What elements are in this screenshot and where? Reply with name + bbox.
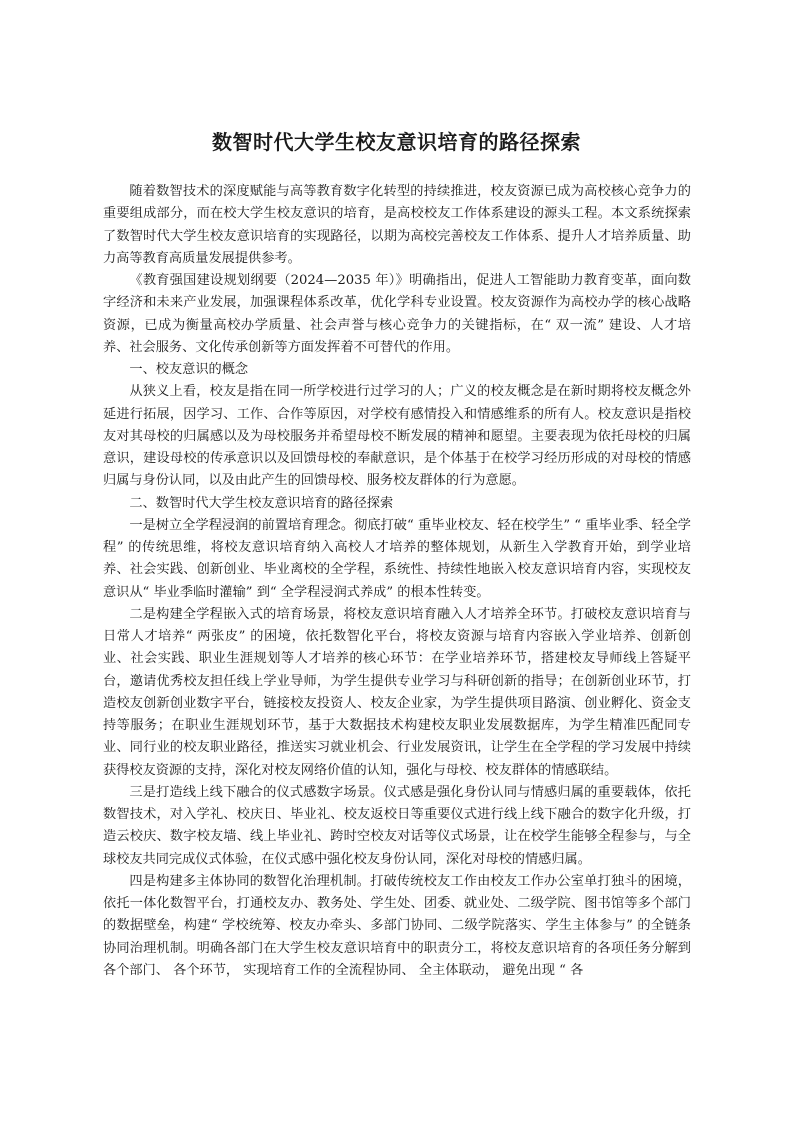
path-paragraph-4: 四是构建多主体协同的数智化治理机制。打破传统校友工作由校友工作办公室单打独斗的困境，依托一体化数智平台，打通校友办、教务处、学生处、团委、就业处、二级学院、图书馆等多个部门的数据壁垒，构建“ 学校统筹、校友办牵头、多部门协同、二级学院落实、学生主体参与” 的全链条协同治理机制。明确各部门在大学生校友意识培育中的职责分工，将校友意识培育的各项任务分解到各个部门、 各个环节， 实现培育工作的全流程协同、 全主体联动， 避免出现 “ 各 <box>103 873 691 978</box>
section-1-paragraph: 从狭义上看，校友是指在同一所学校进行过学习的人；广义的校友概念是在新时期将校友概念外延进行拓展，因学习、工作、合作等原因，对学校有感情投入和情感维系的所有人。校友意识是指校友对其母校的归属感以及为母校服务并希望母校不断发展的精神和愿望。主要表现为依托母校的归属意识，建设母校的传承意识以及回馈母校的奉献意识，是个体基于在校学习经历形成的对母校的情感归属与身份认同，以及由此产生的回馈母校、服务校友群体的行为意愿。 <box>103 384 691 489</box>
path-paragraph-3: 三是打造线上线下融合的仪式感数字场景。仪式感是强化身份认同与情感归属的重要载体，依托数智技术，对入学礼、校庆日、毕业礼、校友返校日等重要仪式进行线上线下融合的数字化升级，打造云校庆、数字校友墙、线上毕业礼、跨时空校友对话等仪式场景，让在校学生能够全程参与，与全球校友共同完成仪式体验，在仪式感中强化校友身份认同，深化对母校的情感归属。 <box>103 784 691 867</box>
section-heading-2: 二、数智时代大学生校友意识培育的路径探索 <box>129 495 394 511</box>
document-title: 数智时代大学生校友意识培育的路径探索 <box>212 130 581 155</box>
section-heading-1: 一、校友意识的概念 <box>129 362 249 377</box>
document-body <box>103 181 691 982</box>
intro-paragraph-2: 《教育强国建设规划纲要（2024—2035 年）》明确指出，促进人工智能助力教育变革，面向数字经济和未来产业发展，加强课程体系改革，优化学科专业设置。校友资源作为高校办学的核心战略资源，已成为衡量高校办学质量、社会声誉与核心竞争力的关键指标，在“ 双一流” 建设、人才培养、社会服务、文化传承创新等方面发挥着不可替代的作用。 <box>103 273 691 355</box>
path-paragraph-2: 二是构建全学程嵌入式的培育场景，将校友意识培育融入人才培养全环节。打破校友意识培育与日常人才培养“ 两张皮” 的困境，依托数智化平台，将校友资源与培育内容嵌入学业培养、创新创业、社会实践、职业生涯规划等人才培养的核心环节：在学业培养环节，搭建校友导师线上答疑平台，邀请优秀校友担任线上学业导师，为学生提供专业学习与科研创新的指导；在创新创业环节，打造校友创新创业数字平台，链接校友投资人、校友企业家，为学生提供项目路演、创业孵化、资金支持等服务；在职业生涯规划环节，基于大数据技术构建校友职业发展数据库，为学生精准匹配同专业、同行业的校友职业路径，推送实习就业机会、行业发展资讯，让学生在全学程的学习发展中持续获得校友资源的支持，深化对校友网络价值的认知，强化与母校、校友群体的情感联结。 <box>103 606 691 778</box>
path-paragraph-1: 一是树立全学程浸润的前置培育理念。彻底打破“ 重毕业校友、轻在校学生” “ 重毕业季、轻全学程” 的传统思维，将校友意识培育纳入高校人才培养的整体规划，从新生入学教育开始，到学业培养、社会实践、创新创业、毕业离校的全学程，系统性、持续性地嵌入校友意识培育内容，实现校友意识从“ 毕业季临时灌输” 到“ 全学程浸润式养成” 的根本性转变。 <box>103 517 691 600</box>
intro-paragraph-1: 随着数智技术的深度赋能与高等教育数字化转型的持续推进，校友资源已成为高校核心竞争力的重要组成部分，而在校大学生校友意识的培育，是高校校友工作体系建设的源头工程。本文系统探索了数智时代大学生校友意识培育的实现路径，以期为高校完善校友工作体系、提升人才培养质量、助力高等教育高质量发展提供参考。 <box>103 184 691 266</box>
